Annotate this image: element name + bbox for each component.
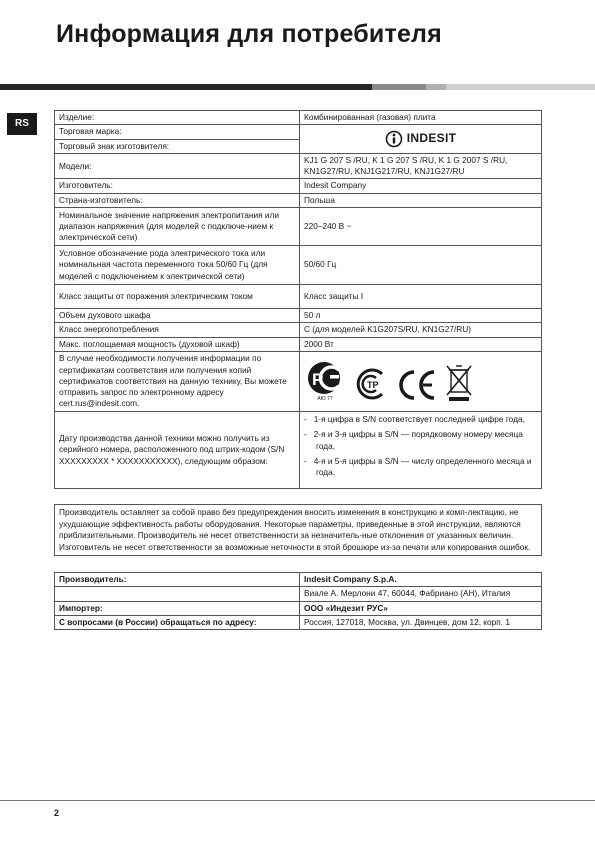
certification-marks-cell [300,351,542,411]
spec-label: Изделие: [55,111,300,125]
table-row [55,111,542,125]
table-row [55,337,542,351]
table-row [55,587,542,601]
ctp-mark-icon [352,366,388,402]
table-row [55,309,542,323]
spec-label: Модели: [55,153,300,179]
questions-label: С вопросами (в России) обращаться по адресу: [55,615,300,629]
ce-mark-icon [396,368,438,402]
indesit-logo [304,130,537,148]
header-rule-light [426,84,446,90]
questions-address: Россия, 127018, Москва, ул. Двинцев, дом 12, корп. 1 [300,615,542,629]
spec-label: Страна-изготовитель: [55,193,300,207]
table-row [55,615,542,629]
footer-divider [0,800,595,801]
spec-value: 220–240 В ~ [300,208,542,246]
spec-value: Польша [300,193,542,207]
table-row [55,351,542,411]
empty-cell [55,587,300,601]
spec-value: 50/60 Гц [300,246,542,285]
page-title: Информация для потребителя [56,20,442,48]
table-row [55,411,542,488]
date-rules-list [304,414,537,478]
svg-text:TP: TP [367,380,379,391]
table-row [55,285,542,309]
spec-value: 2000 Вт [300,337,542,351]
spec-label: Номинальное значение напряжения электропитания или диапазон напряжения (для моделей с подключе-нием к электрической сети) [55,208,300,246]
table-row [55,601,542,615]
table-row [55,193,542,207]
weee-bin-icon [446,364,472,402]
production-date-rules [300,411,542,488]
spec-value: Класс защиты I [300,285,542,309]
spec-label: Торговый знак изготовителя: [55,139,300,153]
table-row [55,153,542,179]
language-badge: RS [7,113,37,135]
spec-label: Торговая марка: [55,125,300,139]
spec-value: Indesit Company [300,179,542,193]
table-row [55,573,542,587]
spec-table [54,110,542,489]
spec-label: Условное обозначение рода электрического тока или номинальная частота переменного тока 50/60 Гц (для моделей с подключением к электрической сети) [55,246,300,285]
pct-mark [306,360,344,402]
contacts-table [54,572,542,630]
spec-label: Класс энергопотребления [55,323,300,337]
manufacturer-address: Виале А. Мерлони 47, 60044, Фабриано (АН), Италия [300,587,542,601]
header-rule-mid [372,84,426,90]
importer-label: Импортер: [55,601,300,615]
table-row [55,125,542,139]
spec-value: Комбинированная (газовая) плита [300,111,542,125]
spec-label: Класс защиты от поражения электрическим током [55,285,300,309]
svg-text:Р: Р [312,370,324,390]
indesit-logo-icon [385,130,403,148]
pct-caption: АЮ 77 [317,396,333,403]
spec-value: 50 л [300,309,542,323]
table-row [55,323,542,337]
certification-marks [304,356,537,406]
header-rule-dark [0,84,372,90]
spec-value: C (для моделей K1G207S/RU, KN1G27/RU) [300,323,542,337]
table-row [55,179,542,193]
spec-label: Объем духового шкафа [55,309,300,323]
table-row [55,246,542,285]
spec-label: Изготовитель: [55,179,300,193]
list-item: - 2-я и 3-я цифры в S/N — порядковому номеру месяца года, [304,429,523,451]
spec-value: KJ1 G 207 S /RU, K 1 G 207 S /RU, K 1 G 2007 S /RU, KN1G27/RU, KNJ1G217/RU, KNJ1G27/RU [300,153,542,179]
importer-name: ООО «Индезит РУС» [300,601,542,615]
disclaimer-text: Производитель оставляет за собой право без предупреждения вносить изменения в конструкцию и комп-лектацию, не ухудшающие эффективность работы оборудования. Некоторые параметры, приведенные в этой инструкции, являются приблизительными. Производитель не несет ответственности за незначитель-ные отклонения от указанных величин. Изготовитель не несет ответственности за возможные неточности в этой брошюре из-за печати или копирования ошибок. [54,504,542,556]
production-date-info: Дату производства данной техники можно получить из серийного номера, расположенного под штрих-кодом (S/N XXXXXXXXX * XXXXXXXXXXX), следующим образом: [55,411,300,488]
table-row [55,208,542,246]
header-rule-lighter [446,84,595,90]
rostest-pct-icon [306,360,344,396]
page-number: 2 [54,808,60,818]
brand-logo-cell [300,125,542,154]
certificate-info: В случае необходимости получения информации по сертификатам соответствия или получения копий сертификатов соответствия на данную технику, Вы можете отправить запрос по электронному адресу cert.rus@indesit.com. [55,351,300,411]
spec-label: Макс. поглощаемая мощность (духовой шкаф) [55,337,300,351]
manufacturer-label: Производитель: [55,573,300,587]
list-item: - 1-я цифра в S/N соответствует последней цифре года, [304,413,525,424]
manufacturer-name: Indesit Company S.p.A. [300,573,542,587]
list-item: - 4-я и 5-я цифры в S/N — числу определенного месяца и года. [304,455,532,478]
brand-name: INDESIT [406,131,457,146]
